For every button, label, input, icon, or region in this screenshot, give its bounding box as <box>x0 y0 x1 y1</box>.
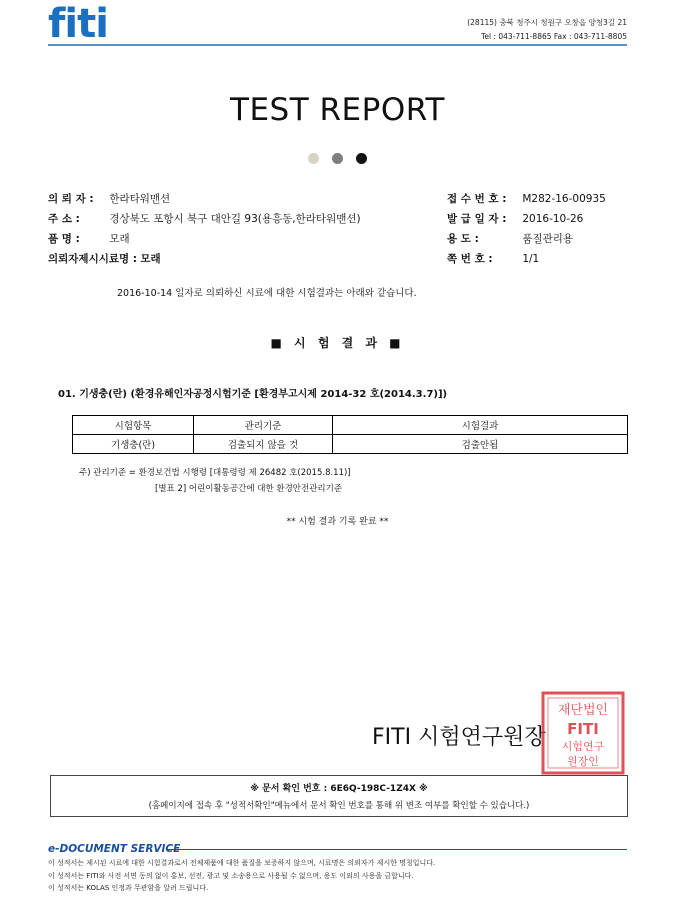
header-address <box>467 16 627 44</box>
doc-verify-hint: (홈페이지에 접속 후 "성적서확인"메뉴에서 문서 확인 번호를 통해 위 변조 여부를 확인할 수 있습니다.) <box>148 801 530 811</box>
edocument-rule <box>168 849 627 850</box>
footer-line: 이 성적서는 FITI와 사전 서면 동의 없이 홍보, 선전, 광고 및 소송용으로 사용될 수 없으며, 용도 이외의 사용을 금합니다. <box>48 871 414 880</box>
official-seal-icon <box>540 690 626 776</box>
dot-icon <box>332 153 343 164</box>
svg-text:FITI: FITI <box>567 720 599 738</box>
info-row: 발 급 일 자 : 2016-10-26 <box>447 213 584 225</box>
info-row: 접 수 번 호 : M282-16-00935 <box>447 193 606 205</box>
standard-note-2: [별표 2] 어린이활동공간에 대한 환경안전관리기준 <box>155 484 343 494</box>
footer-notes <box>48 857 435 895</box>
info-row: 의 뢰 자 : 한라타워맨션 <box>48 193 171 205</box>
info-row: 쪽 번 호 : 1/1 <box>447 253 540 265</box>
test-item-title: 01. 기생충(란) (환경유해인자공정시험기준 [환경부고시제 2014-32 호(2014.3.7)]) <box>58 389 448 400</box>
title-dots <box>0 149 675 168</box>
cell: 검출되지 않을 것 <box>194 435 333 454</box>
info-row: 주 소 : 경상북도 포항시 북구 대안길 93(용흥동,한라타워맨션) <box>48 213 361 225</box>
intro-text: 2016-10-14 일자로 의뢰하신 시료에 대한 시험결과는 아래와 같습니다. <box>117 288 417 299</box>
info-row: 품 명 : 모래 <box>48 233 130 245</box>
cell: 기생충(란) <box>73 435 194 454</box>
header-cell: 시험결과 <box>333 416 628 435</box>
dot-icon <box>356 153 367 164</box>
edocument-service-label: e-DOCUMENT SERVICE <box>48 843 181 855</box>
doc-verify-number: ※ 문서 확인 번호 : 6E6Q-198C-1Z4X ※ <box>250 784 428 794</box>
contact-line: Tel : 043-711-8865 Fax : 043-711-8805 <box>481 32 627 41</box>
footer-line: 이 성적서는 KOLAS 인정과 무관함을 알려 드립니다. <box>48 884 209 892</box>
results-table <box>72 415 628 454</box>
cell: 검출안됨 <box>333 435 628 454</box>
header-cell: 관리기준 <box>194 416 333 435</box>
completion-mark: ** 시험 결과 기록 완료 ** <box>286 517 389 527</box>
table-header-row <box>73 416 628 435</box>
report-title: TEST REPORT <box>230 92 445 128</box>
client-info <box>48 189 361 269</box>
table-row <box>73 435 628 454</box>
header-rule <box>48 44 627 46</box>
info-row: 용 도 : 품질관리용 <box>447 233 574 245</box>
fiti-logo: fiti <box>48 1 108 47</box>
svg-text:시험연구: 시험연구 <box>561 740 605 753</box>
footer-line: 이 성적서는 제시된 시료에 대한 시험결과로서 전체제품에 대한 품질을 보증하지 않으며, 시료명은 의뢰자가 제시한 명칭입니다. <box>48 859 436 867</box>
svg-text:원장인: 원장인 <box>567 755 599 768</box>
address-line: (28115) 충북 청주시 청원구 오창읍 양청3길 21 <box>467 18 627 27</box>
director-signature: FITI 시험연구원장 <box>372 725 546 750</box>
header-cell: 시험항목 <box>73 416 194 435</box>
section-title: ■ 시 험 결 과 ■ <box>270 336 405 350</box>
dot-icon <box>308 153 319 164</box>
standard-note: 주) 관리기준 = 환경보건법 시행령 [대통령령 제 26482 호(2015.8.11)] <box>79 468 351 478</box>
receipt-info <box>447 189 606 269</box>
info-row: 의뢰자제시시료명 : 모래 <box>48 253 161 265</box>
svg-text:재단법인: 재단법인 <box>557 703 609 718</box>
